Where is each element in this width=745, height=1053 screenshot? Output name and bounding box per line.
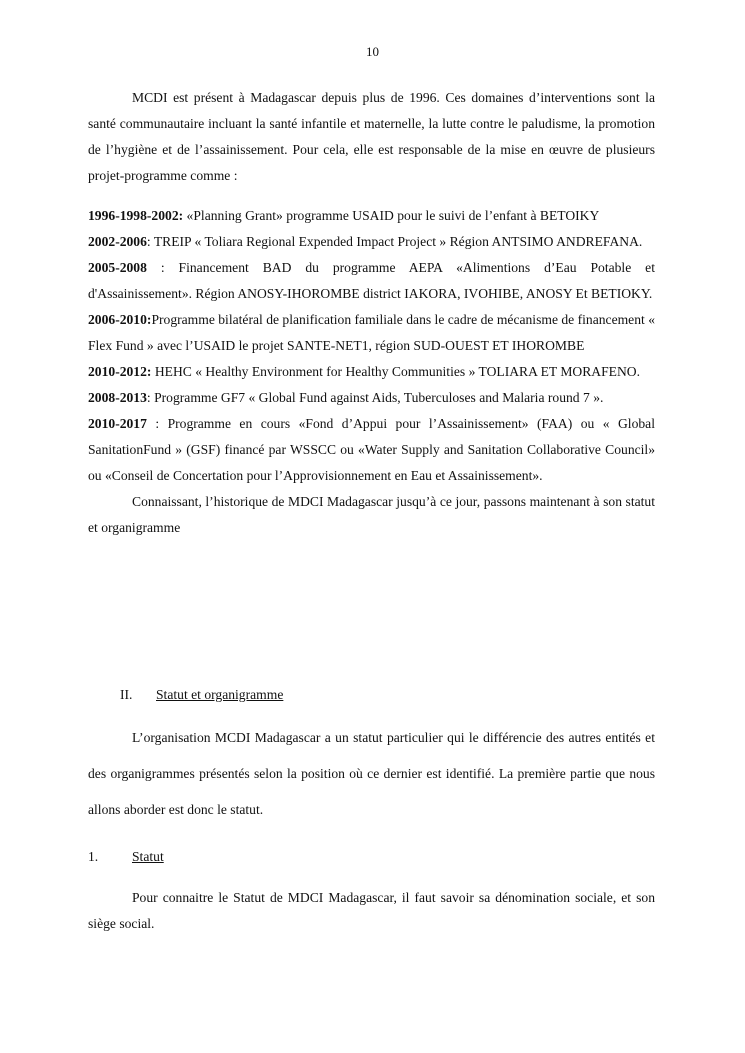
program-list (88, 203, 655, 541)
page-number: 10 (366, 44, 379, 59)
section-number: II. (120, 687, 133, 702)
program-years: 2008-2013 (88, 390, 147, 405)
section-heading (120, 685, 283, 705)
section-paragraph: L’organisation MCDI Madagascar a un statut particulier qui le différencie des autres entités et des organigrammes présentés selon la position où ce dernier est identifié. La première partie que nous allons aborder est donc le statut. (88, 730, 655, 817)
program-text: : Programme en cours «Fond d’Appui pour l’Assainissement» (FAA) ou « Global SanitationFund » (GSF) financé par WSSCC ou «Water Supply and Sanitation Collaborative Council» ou «Conseil de Concertation pour l’Approvisionnement en Eau et Assainissement». (88, 416, 655, 483)
program-entry (88, 203, 655, 229)
program-text: «Planning Grant» programme USAID pour le suivi de l’enfant à BETOIKY (183, 208, 600, 223)
program-entry (88, 385, 655, 411)
transition-paragraph: Connaissant, l’historique de MDCI Madagascar jusqu’à ce jour, passons maintenant à son statut et organigramme (88, 494, 655, 535)
section-title: Statut et organigramme (156, 687, 284, 702)
program-entry (88, 359, 655, 385)
program-entry (88, 307, 655, 359)
program-years: 1996-1998-2002: (88, 208, 184, 223)
subsection-number: 1. (88, 849, 99, 864)
subsection-title: Statut (132, 849, 164, 864)
program-entry (88, 255, 655, 307)
program-years: 2010-2017 (88, 416, 147, 431)
program-years: 2005-2008 (88, 260, 147, 275)
program-years: 2002-2006 (88, 234, 147, 249)
program-text: HEHC « Healthy Environment for Healthy Communities » TOLIARA ET MORAFENO. (151, 364, 641, 379)
intro-paragraph: MCDI est présent à Madagascar depuis plus de 1996. Ces domaines d’interventions sont la santé communautaire incluant la santé infantile et maternelle, la lutte contre le paludisme, la promotion de l’hygiène et de l’assainissement. Pour cela, elle est responsable de la mise en œuvre de plusieurs projet-programme comme : (88, 90, 655, 183)
program-entry (88, 411, 655, 489)
program-text: : Financement BAD du programme AEPA «Alimentions d’Eau Potable et d'Assainissement». Région ANOSY-IHOROMBE district IAKORA, IVOHIBE, ANOSY Et BETIOKY. (88, 260, 655, 301)
subsection-paragraph: Pour connaitre le Statut de MDCI Madagascar, il faut savoir sa dénomination sociale, et son siège social. (88, 890, 655, 931)
program-years: 2010-2012: (88, 364, 152, 379)
program-years: 2006-2010: (88, 312, 152, 327)
program-text: : Programme GF7 « Global Fund against Aids, Tuberculoses and Malaria round 7 ». (146, 390, 604, 405)
program-text: : TREIP « Toliara Regional Expended Impact Project » Région ANTSIMO ANDREFANA. (146, 234, 643, 249)
program-entry (88, 229, 655, 255)
program-text: Programme bilatéral de planification familiale dans le cadre de mécanisme de financement « Flex Fund » avec l’USAID le projet SANTE-NET1, région SUD-OUEST ET IHOROMBE (88, 312, 655, 353)
subsection-heading (88, 847, 164, 867)
